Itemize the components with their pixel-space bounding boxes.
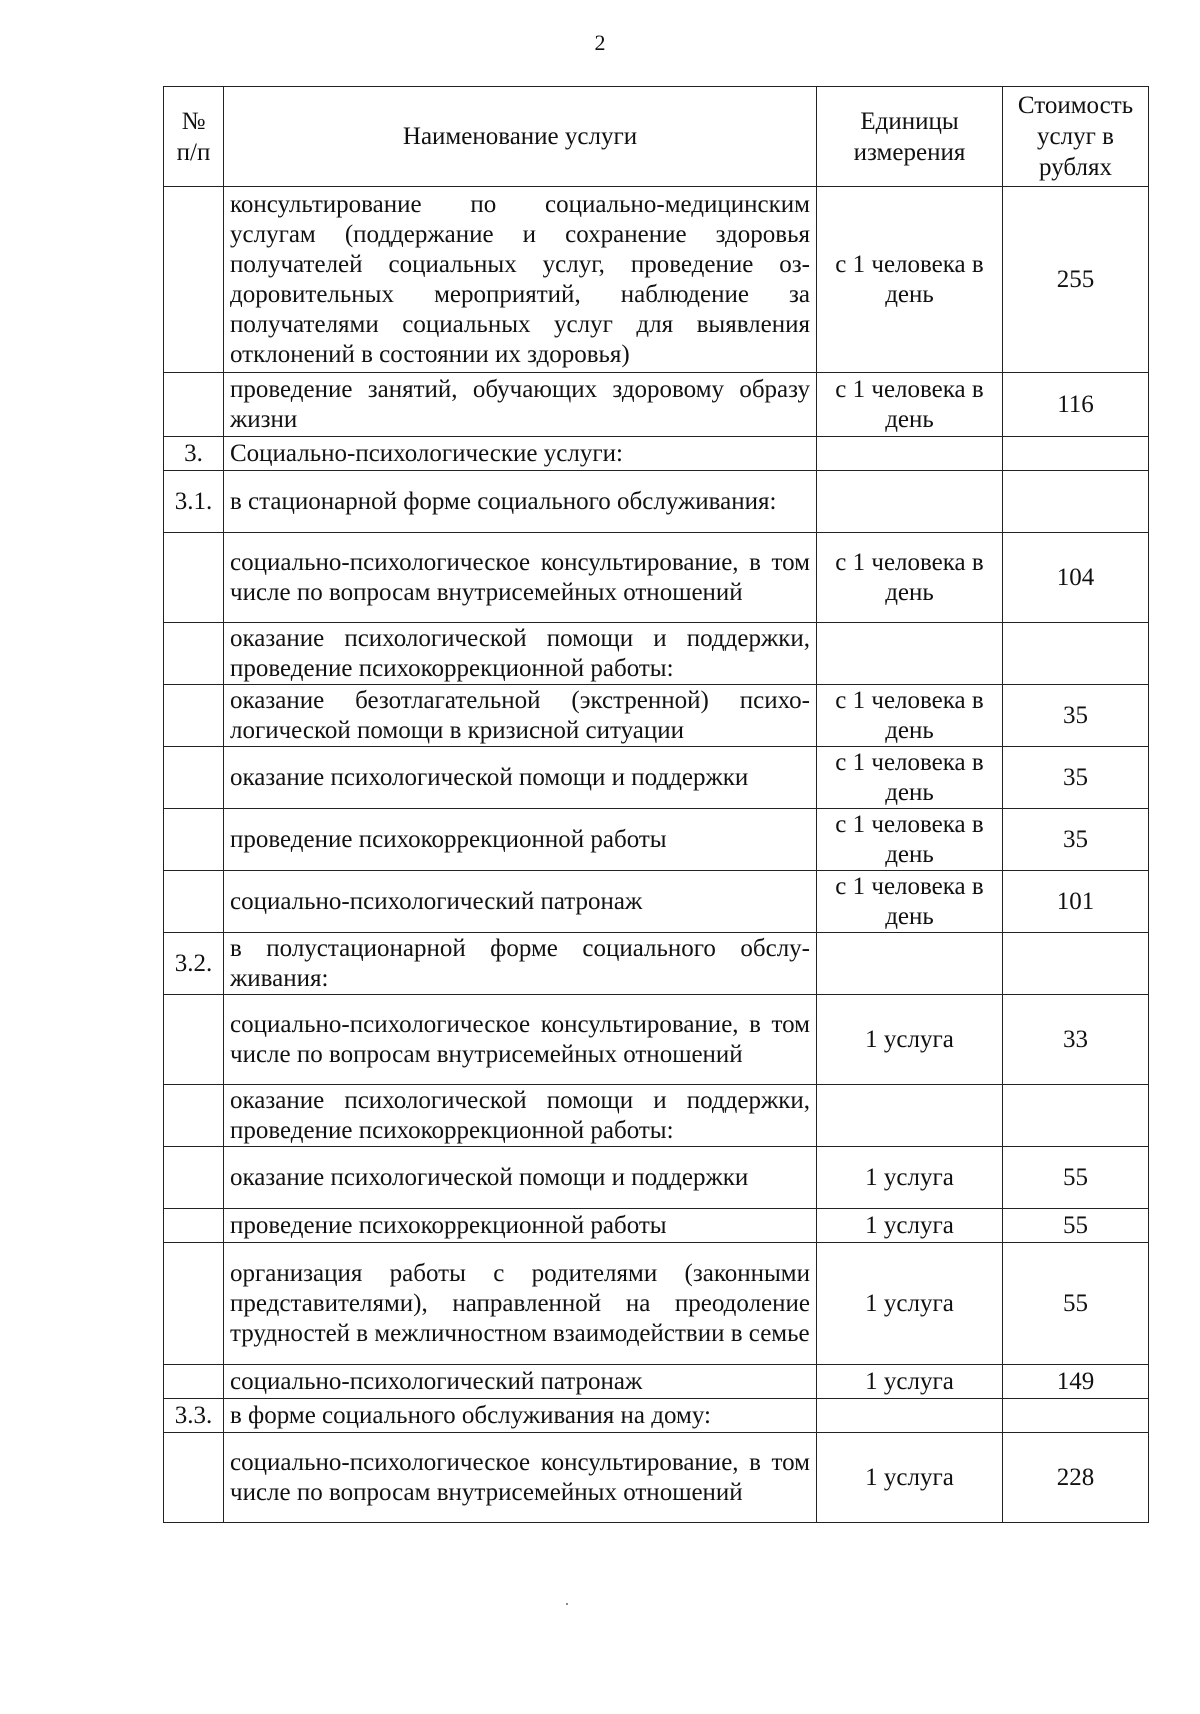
table-row	[164, 533, 1149, 623]
row-cost: 255	[1003, 187, 1149, 373]
row-number	[164, 1365, 224, 1399]
table-row	[164, 1147, 1149, 1209]
row-cost: 55	[1003, 1243, 1149, 1365]
row-cost	[1003, 623, 1149, 685]
row-cost: 35	[1003, 809, 1149, 871]
header-service-name: Наименование услуги	[224, 87, 817, 187]
row-service-name: консультирование по социально-медицинским услугам (поддержание и сохранение здоровья получателей социальных услуг, проведение оздоровительных мероприятий, наблюдение за получателями социальных услуг для выявления отклонений в состоянии их здоровья)	[224, 187, 817, 373]
table-row	[164, 437, 1149, 471]
row-cost	[1003, 1085, 1149, 1147]
row-cost	[1003, 471, 1149, 533]
row-service-name: проведение психокоррекционной работы	[224, 1209, 817, 1243]
row-unit: с 1 человека в день	[817, 685, 1003, 747]
row-number	[164, 187, 224, 373]
table-row	[164, 747, 1149, 809]
table-row	[164, 1399, 1149, 1433]
row-unit: с 1 человека в день	[817, 533, 1003, 623]
row-service-name: оказание психологической помощи и поддержки	[224, 747, 817, 809]
row-unit	[817, 1085, 1003, 1147]
row-unit	[817, 471, 1003, 533]
table-header-row	[164, 87, 1149, 187]
table-row	[164, 933, 1149, 995]
row-cost	[1003, 1399, 1149, 1433]
row-number	[164, 1085, 224, 1147]
row-unit: 1 услуга	[817, 1209, 1003, 1243]
row-service-name: социально-психологическое консультирование, в том числе по вопросам внутрисемейных отношений	[224, 1433, 817, 1523]
row-service-name: оказание психологической помощи и поддержки	[224, 1147, 817, 1209]
row-number	[164, 623, 224, 685]
row-cost: 55	[1003, 1209, 1149, 1243]
row-unit	[817, 623, 1003, 685]
row-unit: с 1 человека в день	[817, 809, 1003, 871]
row-cost: 33	[1003, 995, 1149, 1085]
row-service-name: проведение занятий, обучающих здоровому образу жизни	[224, 373, 817, 437]
row-service-name: социально-психологический патронаж	[224, 871, 817, 933]
page-number: 2	[594, 30, 606, 55]
row-service-name: оказание безотлагательной (экстренной) психологической помощи в кризисной ситуации	[224, 685, 817, 747]
table-row	[164, 471, 1149, 533]
row-number	[164, 1209, 224, 1243]
row-service-name: социально-психологическое консультирование, в том числе по вопросам внутрисемейных отношений	[224, 995, 817, 1085]
table-row	[164, 809, 1149, 871]
table-row	[164, 871, 1149, 933]
table-row	[164, 623, 1149, 685]
table-body	[164, 187, 1149, 1523]
row-unit: 1 услуга	[817, 1365, 1003, 1399]
table-row	[164, 187, 1149, 373]
row-cost	[1003, 437, 1149, 471]
row-number: 3.	[164, 437, 224, 471]
header-cost: Стоимость услуг в рублях	[1003, 87, 1149, 187]
row-unit: с 1 человека в день	[817, 871, 1003, 933]
row-number	[164, 1243, 224, 1365]
row-service-name: Социально-психологические услуги:	[224, 437, 817, 471]
row-cost: 228	[1003, 1433, 1149, 1523]
row-unit: с 1 человека в день	[817, 373, 1003, 437]
table-row	[164, 685, 1149, 747]
row-cost	[1003, 933, 1149, 995]
row-number: 3.2.	[164, 933, 224, 995]
row-service-name: социально-психологический патронаж	[224, 1365, 817, 1399]
row-cost: 104	[1003, 533, 1149, 623]
row-cost: 101	[1003, 871, 1149, 933]
table-row	[164, 1085, 1149, 1147]
row-unit: 1 услуга	[817, 1147, 1003, 1209]
row-number	[164, 995, 224, 1085]
row-cost: 55	[1003, 1147, 1149, 1209]
row-service-name: оказание психологической помощи и поддержки, проведение психокоррекционной работы:	[224, 1085, 817, 1147]
row-number: 3.3.	[164, 1399, 224, 1433]
row-unit: 1 услуга	[817, 1433, 1003, 1523]
row-cost: 149	[1003, 1365, 1149, 1399]
row-unit	[817, 437, 1003, 471]
services-price-table	[163, 86, 1149, 1523]
row-service-name: оказание психологической помощи и поддержки, проведение психокоррекционной работы:	[224, 623, 817, 685]
scan-speck	[566, 1603, 568, 1605]
row-number	[164, 373, 224, 437]
row-service-name: в стационарной форме социального обслуживания:	[224, 471, 817, 533]
row-unit: 1 услуга	[817, 1243, 1003, 1365]
row-service-name: проведение психокоррекционной работы	[224, 809, 817, 871]
row-number	[164, 1147, 224, 1209]
table-row	[164, 1209, 1149, 1243]
row-service-name: в форме социального обслуживания на дому:	[224, 1399, 817, 1433]
row-service-name: в полустационарной форме социального обслуживания:	[224, 933, 817, 995]
row-unit: 1 услуга	[817, 995, 1003, 1085]
table-row	[164, 373, 1149, 437]
row-number	[164, 533, 224, 623]
row-unit	[817, 1399, 1003, 1433]
row-number: 3.1.	[164, 471, 224, 533]
table-row	[164, 1243, 1149, 1365]
row-cost: 35	[1003, 747, 1149, 809]
table-row	[164, 1433, 1149, 1523]
row-unit: с 1 человека в день	[817, 187, 1003, 373]
table-row	[164, 995, 1149, 1085]
row-unit	[817, 933, 1003, 995]
row-service-name: организация работы с родителями (законными представителями), направленной на преодоление трудностей в межличностном взаимодействии в семье	[224, 1243, 817, 1365]
header-number: № п/п	[164, 87, 224, 187]
row-number	[164, 685, 224, 747]
row-number	[164, 1433, 224, 1523]
row-service-name: социально-психологическое консультирование, в том числе по вопросам внутрисемейных отношений	[224, 533, 817, 623]
header-unit: Единицы измерения	[817, 87, 1003, 187]
row-cost: 116	[1003, 373, 1149, 437]
row-unit: с 1 человека в день	[817, 747, 1003, 809]
row-cost: 35	[1003, 685, 1149, 747]
row-number	[164, 871, 224, 933]
row-number	[164, 809, 224, 871]
row-number	[164, 747, 224, 809]
table-row	[164, 1365, 1149, 1399]
